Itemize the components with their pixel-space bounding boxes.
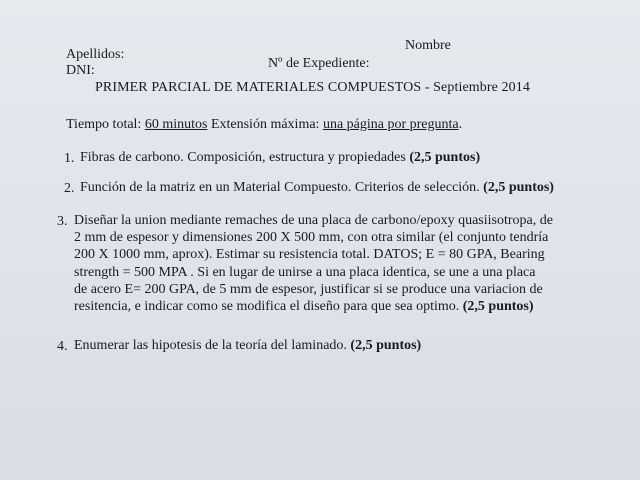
question-points: (2,5 puntos): [409, 150, 481, 165]
question-line: resitencia, e indicar como se modifica el diseño para que sea optimo.: [74, 299, 460, 314]
question-line: de acero E= 200 GPA, de 5 mm de espesor, justificar si se produce una variacion de: [74, 282, 543, 297]
extension-limit: una página por pregunta: [322, 117, 459, 132]
apellidos-label: Apellidos:: [66, 47, 125, 62]
question-number: 4.: [57, 339, 68, 354]
question-number: 3.: [57, 214, 68, 229]
question-text: [74, 337, 421, 355]
exam-title: PRIMER PARCIAL DE MATERIALES COMPUESTOS - Septiembre 2014: [95, 80, 530, 95]
instructions-line: [66, 117, 462, 133]
question-line: 200 X 1000 mm, aprox). Estimar su resistencia total. DATOS; E = 80 GPA, Bearing: [74, 247, 545, 262]
question-number: 1.: [64, 151, 75, 166]
time-limit: 60 minutos: [144, 117, 208, 132]
question-points: (2,5 puntos): [350, 338, 422, 353]
question-points: (2,5 puntos): [483, 180, 554, 195]
question-text: [74, 298, 534, 316]
question-line: Fibras de carbono. Composición, estructura y propiedades: [80, 150, 406, 165]
dni-label: DNI:: [66, 63, 95, 78]
question-text: [80, 149, 480, 167]
instructions-suffix: .: [458, 117, 463, 132]
question-line: strength = 500 MPA . Si en lugar de unirse a una placa identica, se une a una placa: [74, 265, 536, 280]
instructions-prefix: Tiempo total:: [66, 117, 145, 132]
question-text: [80, 179, 554, 197]
question-number: 2.: [64, 181, 75, 196]
expediente-label: Nº de Expediente:: [268, 56, 370, 71]
nombre-label: Nombre: [405, 38, 451, 53]
question-line: Función de la matriz en un Material Compuesto. Criterios de selección.: [80, 180, 480, 195]
instructions-middle: Extensión máxima:: [207, 117, 323, 132]
question-line: Enumerar las hipotesis de la teoría del laminado.: [74, 338, 347, 353]
question-line: 2 mm de espesor y dimensiones 200 X 500 mm, con otra similar (el conjunto tendría: [74, 230, 549, 245]
question-line: Diseñar la union mediante remaches de una placa de carbono/epoxy quasiisotropa, de: [74, 213, 553, 228]
question-points: (2,5 puntos): [462, 299, 534, 314]
